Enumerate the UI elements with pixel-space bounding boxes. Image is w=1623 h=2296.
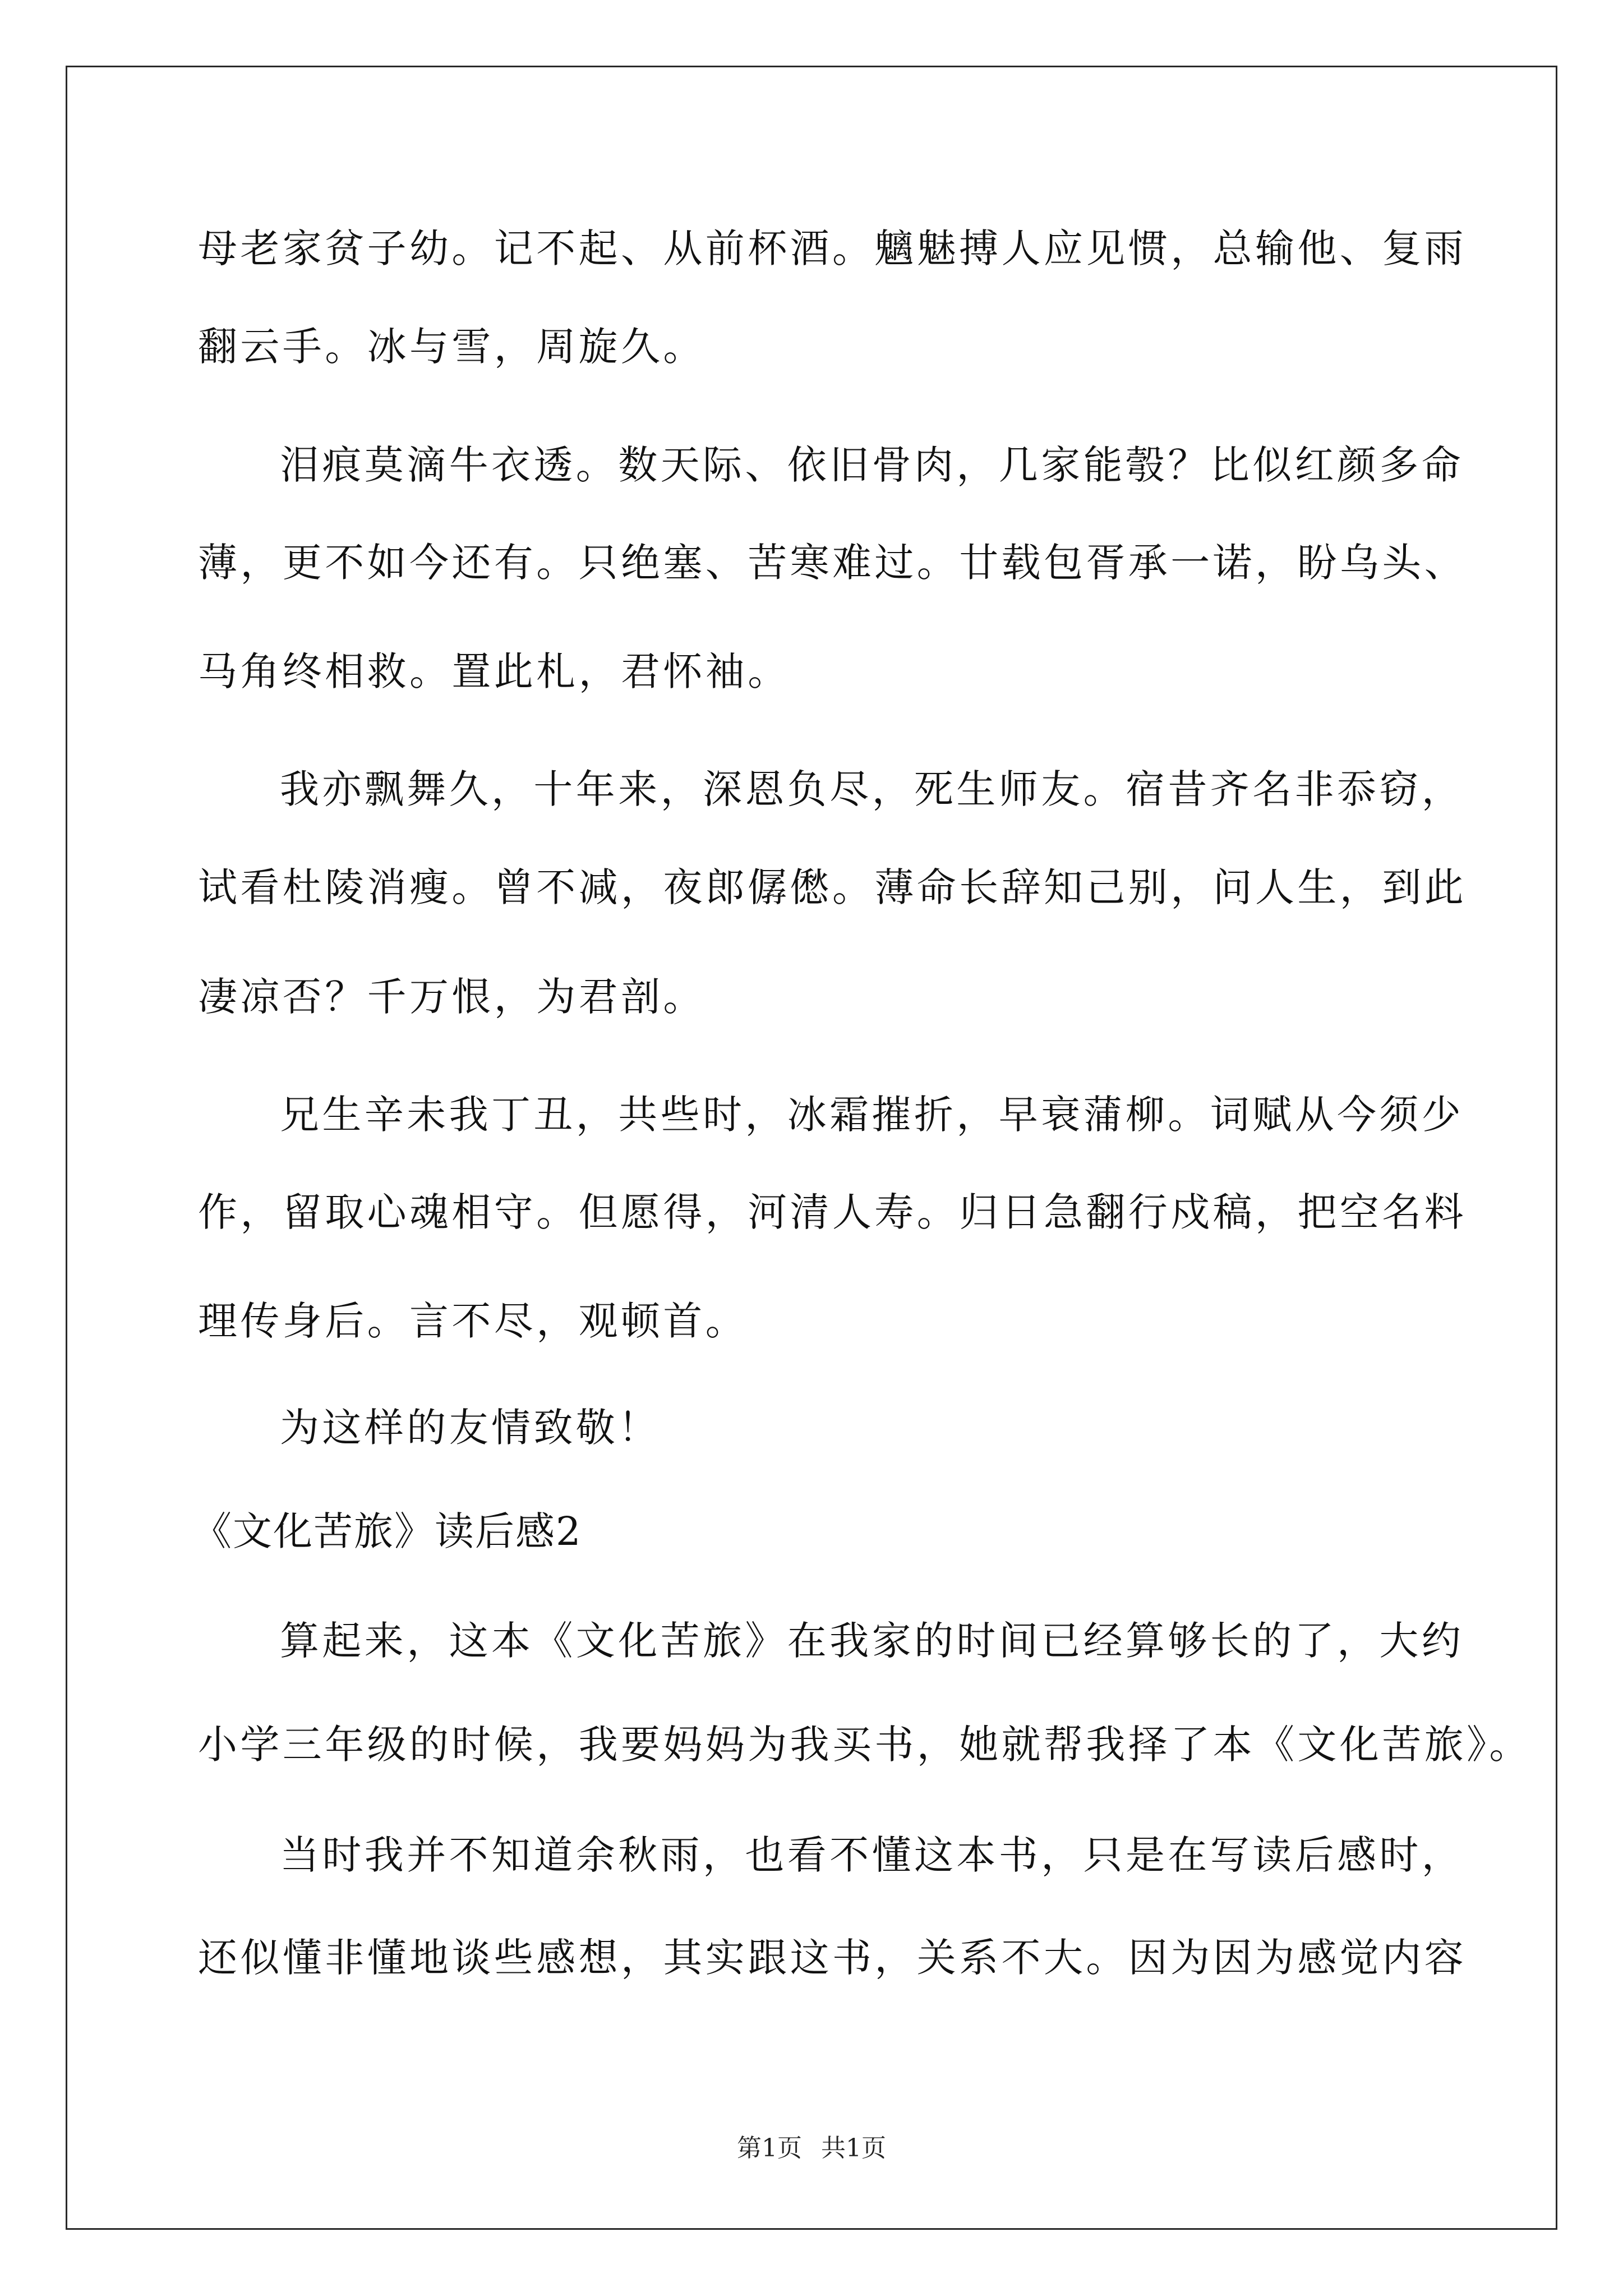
text-line: 母老家贫子幼。记不起、从前杯酒。魑魅搏人应见惯，总输他、复雨 — [198, 226, 1467, 272]
paragraph-start: 算起来，这本《文化苦旅》在我家的时间已经算够长的了，大约 — [280, 1618, 1464, 1664]
text-line: 凄凉否？千万恨，为君剖。 — [198, 974, 706, 1020]
text-line: 作，留取心魂相守。但愿得，河清人寿。归日急翻行戍稿，把空名料 — [198, 1189, 1467, 1235]
text-line: 理传身后。言不尽，观顿首。 — [198, 1298, 748, 1344]
page-border — [66, 66, 1557, 2230]
text-line: 翻云手。冰与雪，周旋久。 — [198, 324, 706, 370]
paragraph-start: 泪痕莫滴牛衣透。数天际、依旧骨肉，几家能彀？比似红颜多命 — [280, 442, 1464, 488]
page-number: 第1页 — [737, 2134, 802, 2162]
paragraph-start: 为这样的友情致敬！ — [280, 1405, 661, 1451]
page-footer — [0, 2132, 1623, 2165]
paragraph-start: 兄生辛未我丁丑，共些时，冰霜摧折，早衰蒲柳。词赋从今须少 — [280, 1092, 1464, 1138]
page-total: 共1页 — [821, 2134, 886, 2162]
text-line: 小学三年级的时候，我要妈妈为我买书，她就帮我择了本《文化苦旅》。 — [198, 1722, 1532, 1768]
paragraph-start: 我亦飘舞久，十年来，深恩负尽，死生师友。宿昔齐名非忝窃， — [280, 766, 1464, 812]
paragraph-start: 当时我并不知道余秋雨，也看不懂这本书，只是在写读后感时， — [280, 1832, 1464, 1878]
section-heading: 《文化苦旅》读后感2 — [192, 1508, 582, 1554]
text-line: 薄，更不如今还有。只绝塞、苦寒难过。廿载包胥承一诺，盼乌头、 — [198, 540, 1467, 586]
text-line: 马角终相救。置此札，君怀袖。 — [198, 648, 790, 694]
text-line: 还似懂非懂地谈些感想，其实跟这书，关系不大。因为因为感觉内容 — [198, 1935, 1467, 1981]
text-line: 试看杜陵消瘦。曾不减，夜郎僝僽。薄命长辞知己别，问人生，到此 — [198, 864, 1467, 910]
